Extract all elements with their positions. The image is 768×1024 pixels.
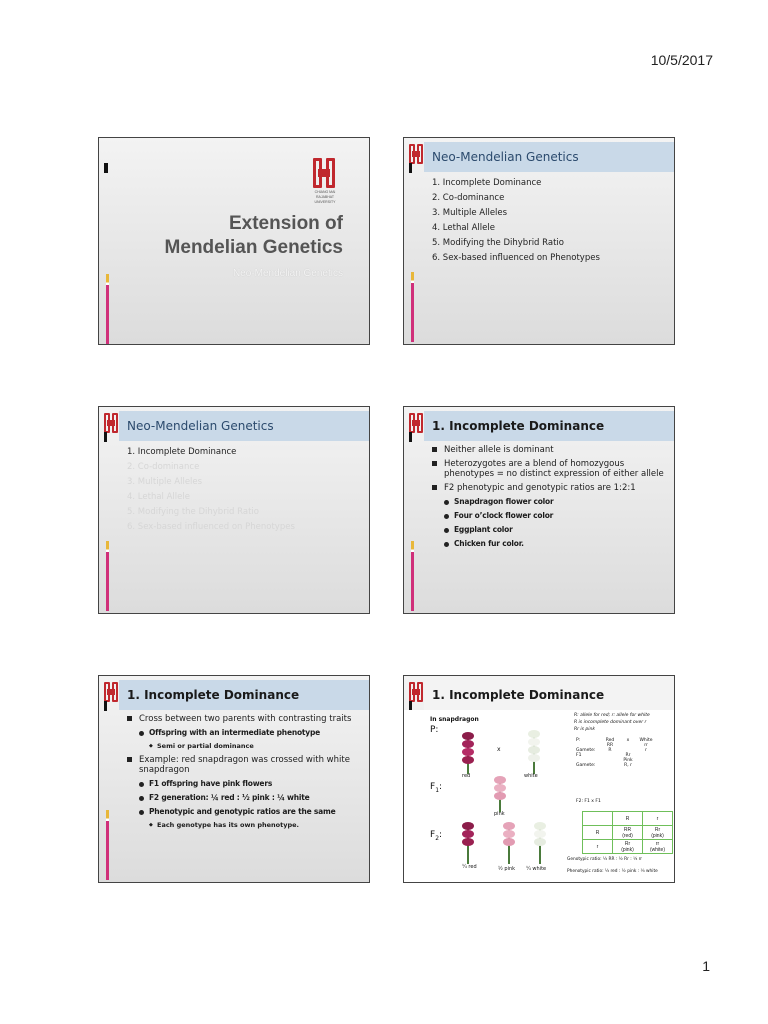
list-item: 4. Lethal Allele xyxy=(432,223,495,233)
list-item-active: 1. Incomplete Dominance xyxy=(127,447,237,457)
university-logo-text: CHIANG MAI RAJABHAT UNIVERSITY xyxy=(314,190,336,204)
allele-notes: R: allele for red; r: allele for white R is incomplete dominant over r Rr is pink xyxy=(574,713,650,732)
document-date: 10/5/2017 xyxy=(650,52,713,68)
red-snapdragon-image xyxy=(460,730,476,770)
slide-title: Neo-Mendelian Genetics xyxy=(424,142,674,172)
sub-bullet-item: F1 offspring have pink flowers xyxy=(127,779,363,789)
decorative-bar xyxy=(411,541,414,611)
sub-bullet-item: Chicken fur color. xyxy=(432,539,668,549)
slide-title: Neo-Mendelian Genetics xyxy=(119,411,369,441)
list-item: 6. Sex-based influenced on Phenotypes xyxy=(127,522,295,532)
page-number: 1 xyxy=(702,958,710,974)
bullet-item: Cross between two parents with contrasting traits xyxy=(127,714,363,724)
f2-white-snapdragon-image xyxy=(532,820,548,860)
genotypic-ratio: Genotypic ratio: ¼ RR : ½ Rr : ¼ rr xyxy=(567,857,643,862)
pink-label: pink xyxy=(494,811,505,817)
decorative-bar xyxy=(106,274,109,344)
f2-pink-snapdragon-image xyxy=(501,820,517,860)
bullet-item: Neither allele is dominant xyxy=(432,445,668,455)
university-logo-icon xyxy=(104,682,118,702)
f2-ratio-label: ¼ white xyxy=(526,866,547,872)
decorative-bar xyxy=(106,810,109,880)
sub-bullet-item: Snapdragon flower color xyxy=(432,497,668,507)
sub-bullet-item: Four o’clock flower color xyxy=(432,511,668,521)
slide-4-incomplete-dominance xyxy=(403,406,675,614)
slide-title: 1. Incomplete Dominance xyxy=(119,680,369,710)
white-snapdragon-image xyxy=(526,728,542,770)
f2-generation-label: $F_2$: xyxy=(430,830,443,842)
f2-ratio-label: ¼ red xyxy=(462,864,477,870)
cross-symbol: x xyxy=(497,746,501,753)
f2-cross-label: F2: F1 x F1 xyxy=(576,799,601,804)
bullet-list xyxy=(432,445,668,553)
slide-1-title xyxy=(98,137,370,345)
university-logo-icon xyxy=(104,413,118,433)
cross-diagram xyxy=(404,710,675,883)
outline-list xyxy=(127,445,363,535)
f2-ratio-label: ½ pink xyxy=(498,866,516,872)
bullet-list xyxy=(127,714,363,834)
decorative-bar xyxy=(106,541,109,611)
list-item: 5. Modifying the Dihybrid Ratio xyxy=(432,238,564,248)
decorative-bar xyxy=(411,272,414,342)
slide-3-outline-highlight xyxy=(98,406,370,614)
list-item: 5. Modifying the Dihybrid Ratio xyxy=(127,507,259,517)
university-logo-icon xyxy=(313,158,335,188)
list-item: 4. Lethal Allele xyxy=(127,492,190,502)
sub-bullet-item: Phenotypic and genotypic ratios are the same xyxy=(127,807,363,817)
list-item: 1. Incomplete Dominance xyxy=(432,178,542,188)
slide-marker xyxy=(107,163,108,173)
bullet-item: Example: red snapdragon was crossed with white snapdragon xyxy=(127,755,363,775)
slide-marker xyxy=(104,432,107,442)
parent-cross-table: P: Red x White RR rr Gamete: R r F1 Rr Pink Gamete: R, r xyxy=(576,738,653,768)
university-logo-icon xyxy=(409,413,423,433)
pink-snapdragon-image xyxy=(492,774,508,808)
sub-sub-bullet-item: ◆ Semi or partial dominance xyxy=(127,742,363,751)
slide-2-outline xyxy=(403,137,675,345)
slide-marker xyxy=(409,163,412,173)
list-item: 2. Co-dominance xyxy=(127,462,200,472)
sub-sub-bullet-item: ◆ Each genotype has its own phenotype. xyxy=(127,821,363,830)
punnett-square: R r R RR (red) Rr (pink) r Rr (pink) rr (white) xyxy=(582,811,673,854)
sub-bullet-item: Offspring with an intermediate phenotype xyxy=(127,728,363,738)
slide-title: 1. Incomplete Dominance xyxy=(424,411,674,441)
list-item: 2. Co-dominance xyxy=(432,193,505,203)
p-generation-label: P: xyxy=(430,725,439,735)
f1-generation-label: $F_1$: xyxy=(430,782,443,794)
list-item: 3. Multiple Alleles xyxy=(127,477,203,487)
university-logo-icon xyxy=(409,144,423,164)
slide-5-incomplete-dominance xyxy=(98,675,370,883)
slide-title: Extension of Mendelian Genetics xyxy=(164,213,343,258)
list-item: 6. Sex-based influenced on Phenotypes xyxy=(432,253,600,263)
f2-red-snapdragon-image xyxy=(460,820,476,860)
phenotypic-ratio: Phenotypic ratio: ¼ red : ½ pink : ¼ white xyxy=(567,869,658,874)
diagram-heading: In snapdragon xyxy=(430,716,479,723)
sub-bullet-item: F2 generation: ¼ red : ½ pink : ¼ white xyxy=(127,793,363,803)
bullet-item: Heterozygotes are a blend of homozygous phenotypes = no distinct expression of either allele xyxy=(432,459,668,479)
white-label: white xyxy=(524,773,538,779)
slide-title: 1. Incomplete Dominance xyxy=(424,680,674,710)
red-label: red xyxy=(462,773,471,779)
sub-bullet-item: Eggplant color xyxy=(432,525,668,535)
slide-subtitle: Neo-Mendelian Genetics xyxy=(232,268,343,279)
slide-marker xyxy=(409,432,412,442)
slide-6-snapdragon-cross xyxy=(403,675,675,883)
outline-list xyxy=(432,176,668,266)
university-logo-icon xyxy=(409,682,423,702)
list-item: 3. Multiple Alleles xyxy=(432,208,508,218)
bullet-item: F2 phenotypic and genotypic ratios are 1:2:1 xyxy=(432,483,668,493)
slide-marker xyxy=(104,701,107,711)
